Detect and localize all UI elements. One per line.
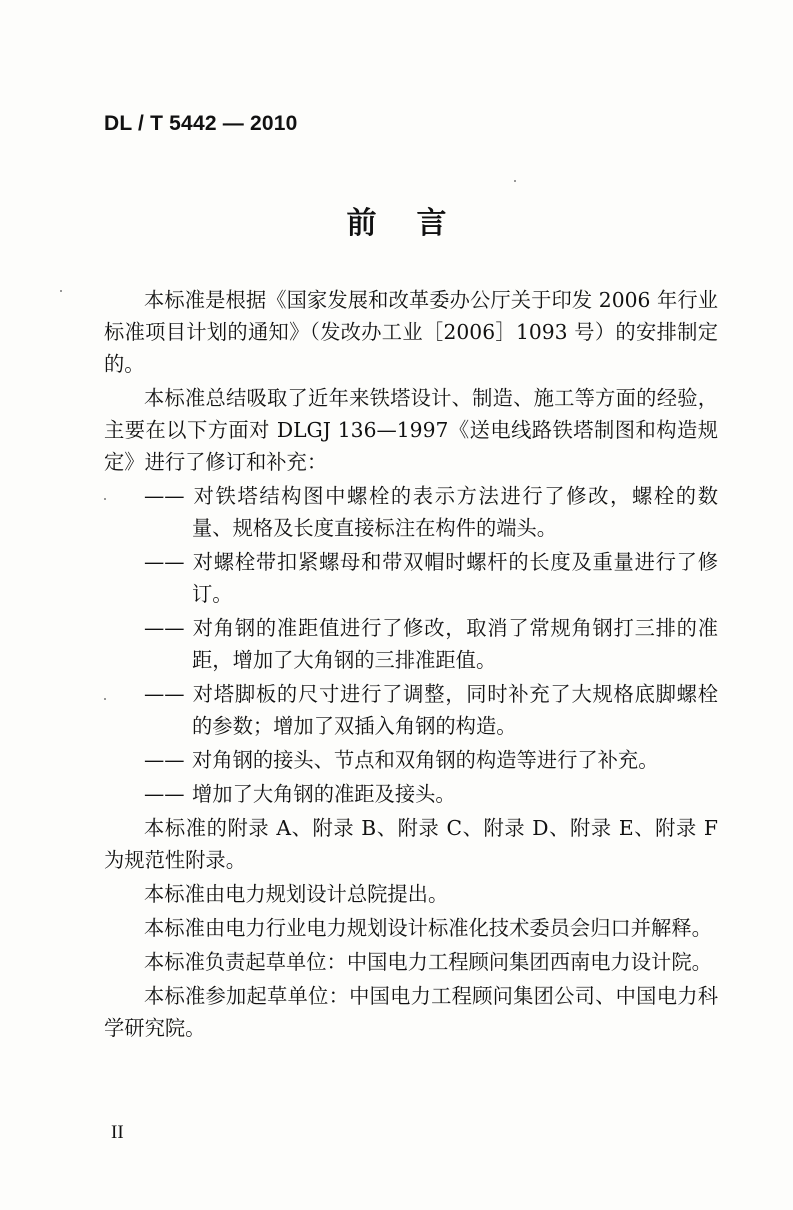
paragraph: 本标准总结吸取了近年来铁塔设计、制造、施工等方面的经验，主要在以下方面对 DLGJ 136—1997《送电线路铁塔制图和构造规定》进行了修订和补充： — [104, 386, 718, 474]
list-item — [104, 678, 718, 742]
list-item-text: 对螺栓带扣紧螺母和带双帽时螺杆的长度及重量进行了修订。 — [192, 550, 718, 606]
list-item — [104, 744, 718, 776]
paragraph: 本标准是根据《国家发展和改革委办公厅关于印发 2006 年行业标准项目计划的通知》（发改办工业［2006］1093 号）的安排制定的。 — [104, 288, 718, 376]
list-item-text: 对角钢的准距值进行了修改，取消了常规角钢打三排的准距，增加了大角钢的三排准距值。 — [192, 616, 718, 672]
scan-speck — [104, 698, 106, 700]
paragraph: 本标准由电力行业电力规划设计标准化技术委员会归口并解释。 — [144, 916, 712, 940]
body-text — [104, 284, 718, 1046]
page-title: 前言 — [346, 206, 487, 241]
paragraph: 本标准负责起草单位：中国电力工程顾问集团西南电力设计院。 — [144, 950, 712, 974]
list-item-text: 对塔脚板的尺寸进行了调整，同时补充了大规格底脚螺栓的参数；增加了双插入角钢的构造。 — [192, 682, 718, 738]
page-number: II — [111, 1122, 124, 1143]
list-item — [104, 480, 718, 544]
list-item-text: 对铁塔结构图中螺栓的表示方法进行了修改，螺栓的数量、规格及长度直接标注在构件的端头。 — [192, 484, 718, 540]
list-item — [104, 612, 718, 676]
list-item-text: 对角钢的接头、节点和双角钢的构造等进行了补充。 — [192, 748, 659, 772]
dash-marker: —— — [144, 484, 185, 508]
scan-speck — [514, 180, 516, 182]
dash-marker: —— — [144, 782, 185, 806]
paragraph: 本标准参加起草单位：中国电力工程顾问集团公司、中国电力科学研究院。 — [104, 984, 718, 1040]
dash-marker: —— — [144, 748, 185, 772]
paragraph: 本标准的附录 A、附录 B、附录 C、附录 D、附录 E、附录 F 为规范性附录。 — [104, 816, 718, 872]
dash-marker: —— — [144, 550, 185, 574]
scan-speck — [60, 290, 62, 292]
dash-marker: —— — [144, 682, 185, 706]
paragraph: 本标准由电力规划设计总院提出。 — [144, 882, 449, 906]
list-item — [104, 546, 718, 610]
list-item-text: 增加了大角钢的准距及接头。 — [192, 782, 456, 806]
scan-speck — [104, 498, 106, 500]
list-item — [104, 778, 718, 810]
standard-code: DL / T 5442 — 2010 — [104, 112, 298, 135]
dash-marker: —— — [144, 616, 185, 640]
